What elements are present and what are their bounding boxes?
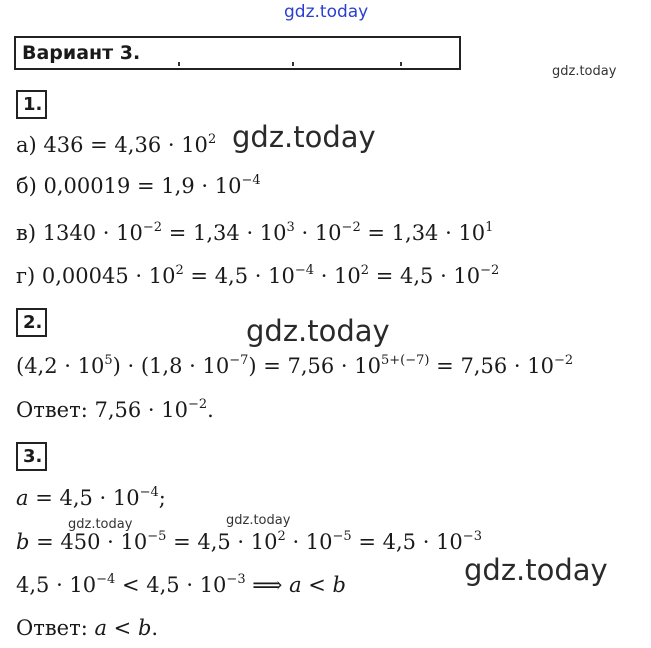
task-number: 2.	[16, 308, 47, 337]
task3-line-b: $b = 450 \cdot 10^{-5} = 4,5 \cdot 10^2 \cdot 10^{-5} = 4,5 \cdot 10^{-3}$	[16, 529, 482, 554]
variant-title: Вариант 3.	[22, 42, 141, 64]
task-number: 3.	[16, 442, 47, 471]
watermark: gdz.today	[464, 553, 608, 587]
watermark-top: gdz.today	[284, 2, 369, 22]
task2-answer: Ответ: $7,56 \cdot 10^{-2}$.	[16, 397, 214, 422]
task3-line-a: $a = 4,5 \cdot 10^{-4}$;	[16, 485, 166, 510]
watermark: gdz.today	[68, 517, 133, 532]
watermark: gdz.today	[226, 513, 291, 528]
scan-artifact	[400, 62, 402, 66]
watermark: gdz.today	[552, 64, 617, 79]
task3-answer: Ответ: a < b.	[16, 616, 159, 640]
scan-artifact	[292, 62, 294, 66]
task1-line-g: г) $0,00045 \cdot 10^2 = 4,5 \cdot 10^{-4} \cdot 10^2 = 4,5 \cdot 10^{-2}$	[16, 263, 500, 288]
task2-equation: $(4,2 \cdot 10^5) \cdot (1,8 \cdot 10^{-7}) = 7,56 \cdot 10^{5+(-7)} = 7,56 \cdot 10^{-2}$	[16, 353, 574, 378]
task1-line-b: б) $0,00019 = 1,9 \cdot 10^{-4}$	[16, 173, 261, 198]
watermark: gdz.today	[246, 314, 390, 348]
task1-line-a: а) $436 = 4,36 \cdot 10^2$	[16, 132, 217, 157]
task3-comparison: $4,5 \cdot 10^{-4} < 4,5 \cdot 10^{-3}$ ⟹ a < b	[16, 572, 346, 597]
variant-title-box	[14, 36, 461, 70]
task1-line-v: в) $1340 \cdot 10^{-2} = 1,34 \cdot 10^3 \cdot 10^{-2} = 1,34 \cdot 10^1$	[16, 220, 494, 245]
watermark: gdz.today	[232, 120, 376, 154]
task-number: 1.	[16, 90, 47, 119]
scan-artifact	[178, 62, 180, 66]
